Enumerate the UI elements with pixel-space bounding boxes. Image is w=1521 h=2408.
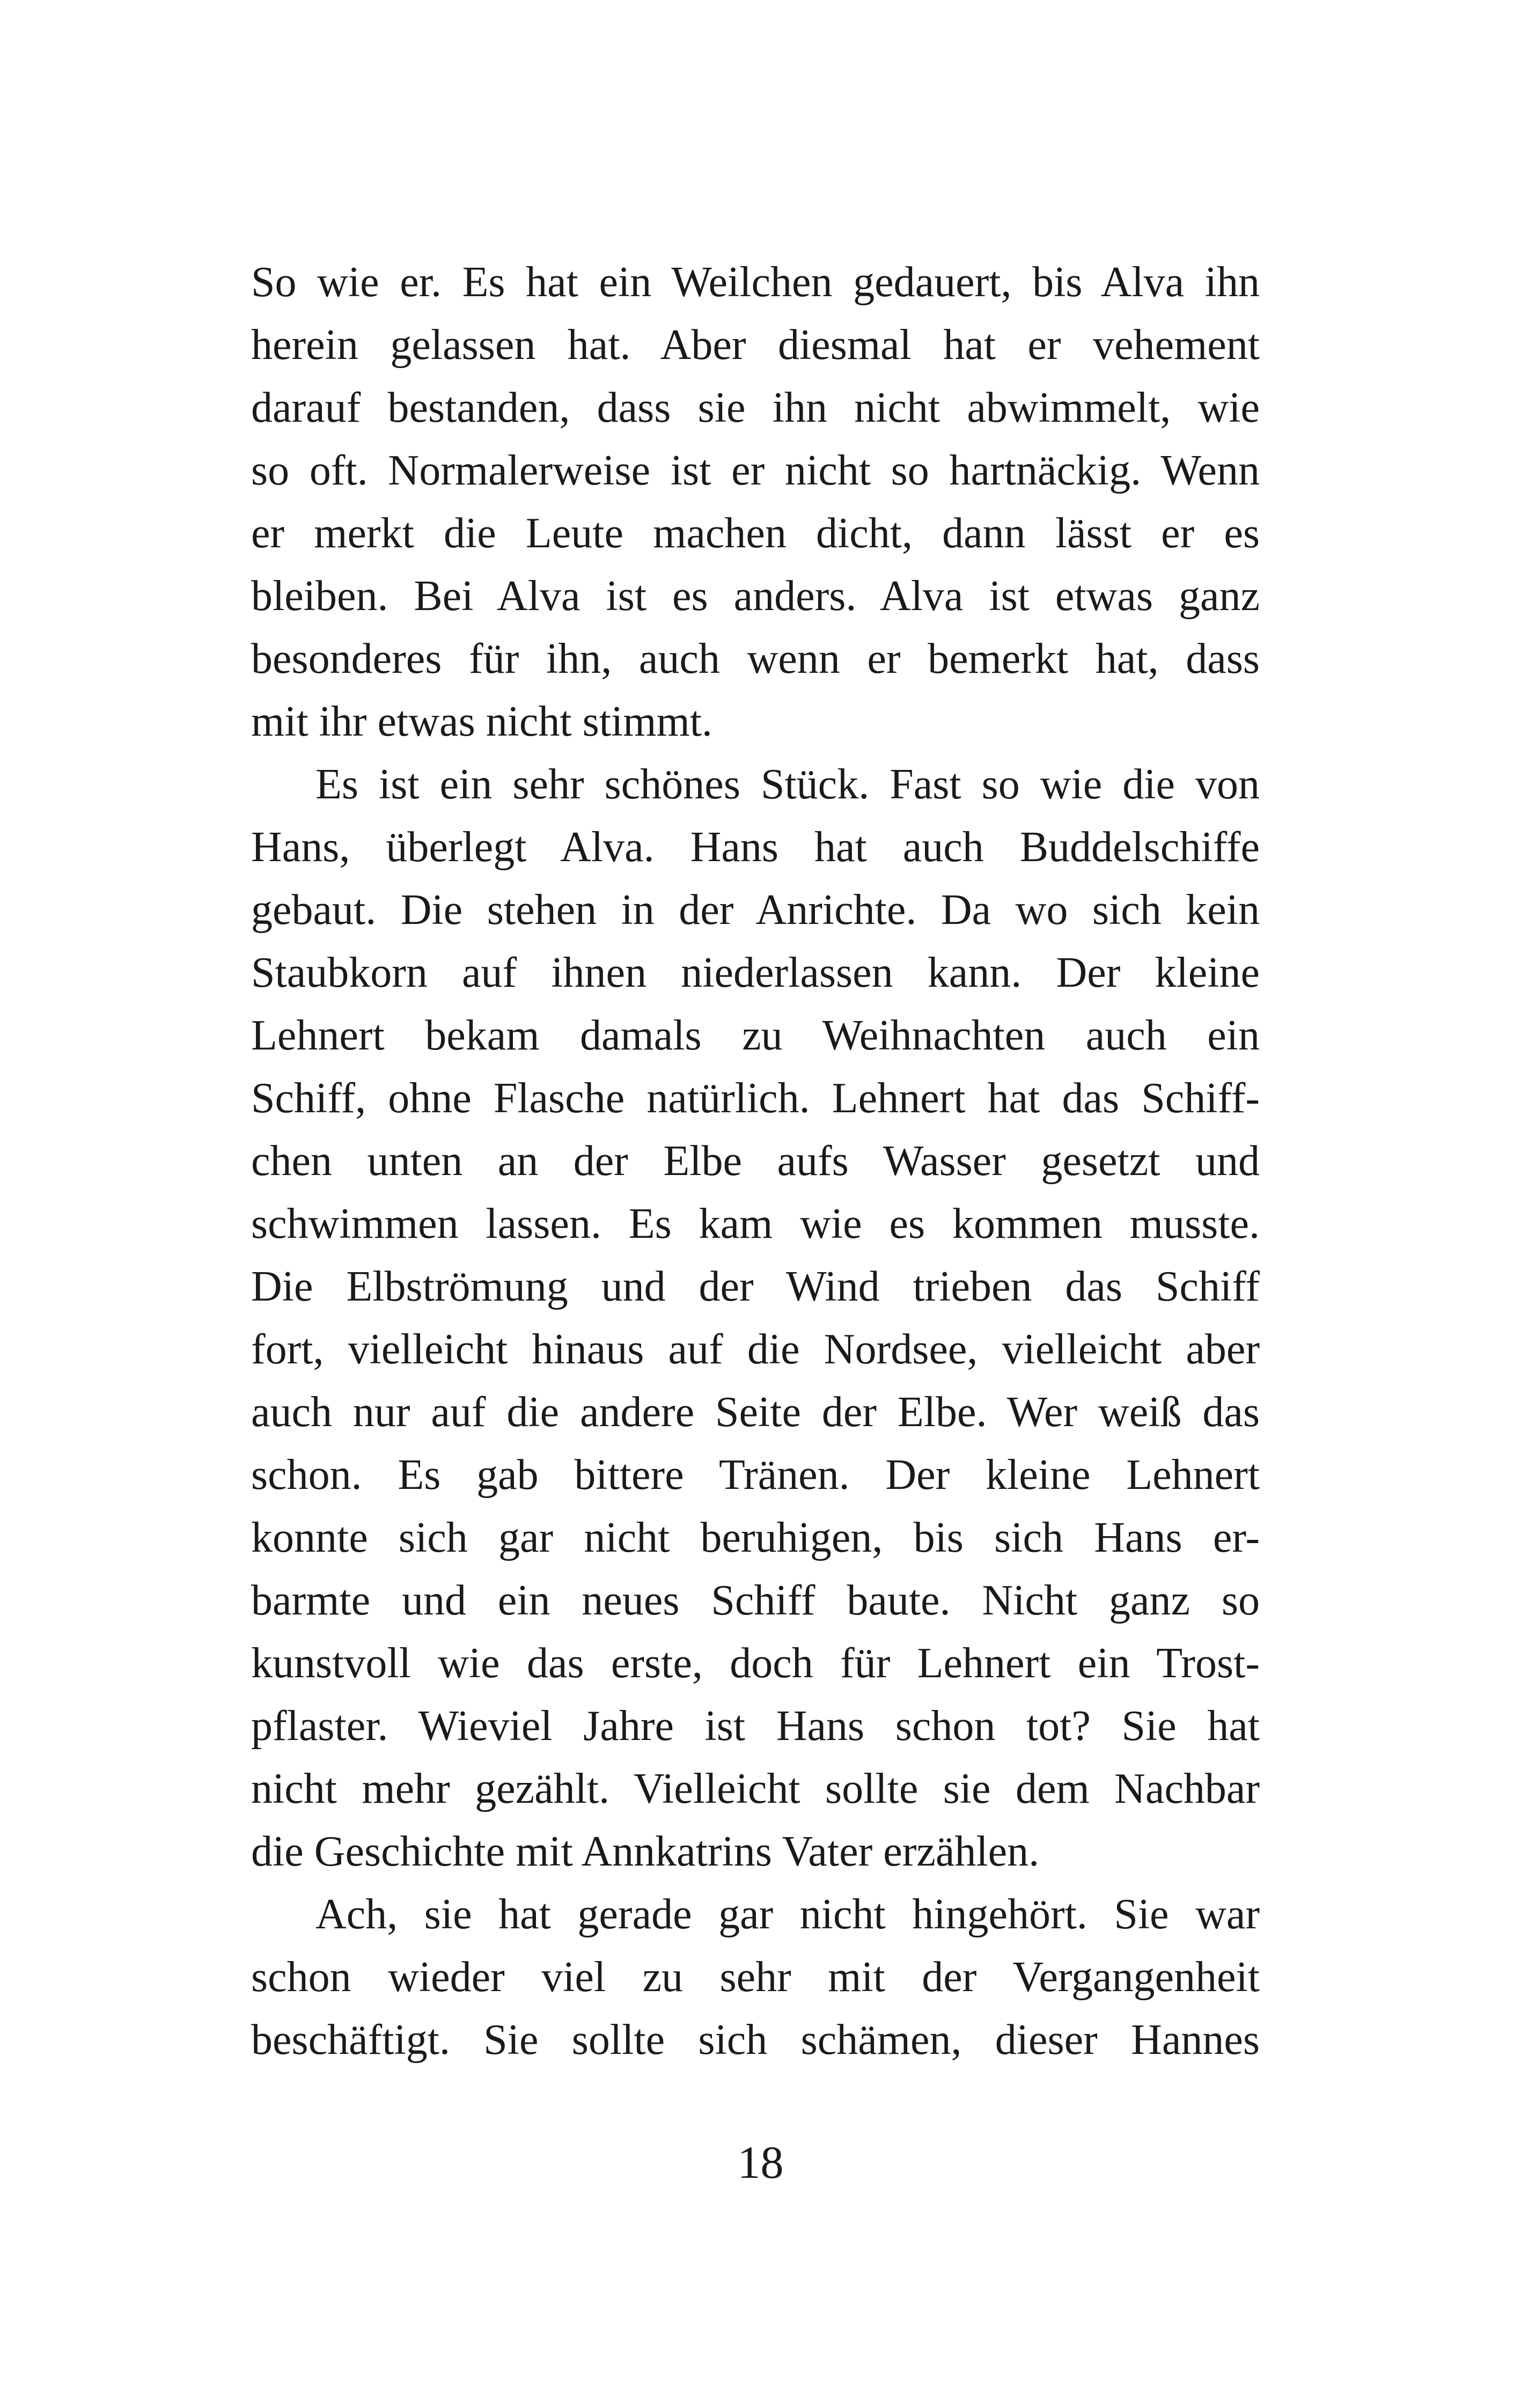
text-line: so oft. Normalerweise ist er nicht so hartnäckig. Wenn [251, 447, 1260, 494]
text-line: chen unten an der Elbe aufs Wasser gesetzt und [251, 1137, 1260, 1185]
paragraph-first-line: Ach, sie hat gerade gar nicht hingehört. Sie war [315, 1891, 1260, 1938]
text-line: Staubkorn auf ihnen niederlassen kann. Der kleine [251, 949, 1260, 996]
text-line: barmte und ein neues Schiff baute. Nicht ganz so [251, 1577, 1260, 1624]
text-line: So wie er. Es hat ein Weilchen gedauert, bis Alva ihn [251, 259, 1260, 306]
text-line: Die Elbströmung und der Wind trieben das Schiff [251, 1263, 1260, 1310]
text-line: mit ihr etwas nicht stimmt. [251, 698, 712, 745]
text-line: Lehnert bekam damals zu Weihnachten auch ein [251, 1012, 1260, 1059]
page-number: 18 [737, 2137, 784, 2188]
text-line: pflaster. Wieviel Jahre ist Hans schon tot? Sie hat [251, 1702, 1260, 1750]
text-line: kunstvoll wie das erste, doch für Lehnert ein Trost- [251, 1640, 1260, 1687]
text-line: Hans, überlegt Alva. Hans hat auch Buddelschiffe [251, 824, 1260, 871]
text-line: beschäftigt. Sie sollte sich schämen, dieser Hannes [251, 2016, 1260, 2064]
text-line: besonderes für ihn, auch wenn er bemerkt hat, dass [251, 635, 1260, 682]
text-line: bleiben. Bei Alva ist es anders. Alva ist etwas ganz [251, 572, 1260, 620]
text-line: schon. Es gab bittere Tränen. Der kleine Lehnert [251, 1451, 1260, 1499]
text-line: auch nur auf die andere Seite der Elbe. Wer weiß das [251, 1389, 1260, 1436]
text-line: gebaut. Die stehen in der Anrichte. Da wo sich kein [251, 886, 1260, 934]
text-line: herein gelassen hat. Aber diesmal hat er vehement [251, 321, 1260, 369]
text-line: konnte sich gar nicht beruhigen, bis sich Hans er- [251, 1514, 1260, 1561]
text-line: Schiff, ohne Flasche natürlich. Lehnert hat das Schiff- [251, 1075, 1260, 1122]
text-line: nicht mehr gezählt. Vielleicht sollte sie dem Nachbar [251, 1765, 1260, 1812]
text-line: die Geschichte mit Annkatrins Vater erzählen. [251, 1828, 1040, 1875]
paragraph-first-line: Es ist ein sehr schönes Stück. Fast so wie die von [315, 761, 1260, 808]
text-line: fort, vielleicht hinaus auf die Nordsee, vielleicht aber [251, 1326, 1260, 1373]
text-line: er merkt die Leute machen dicht, dann lässt er es [251, 510, 1260, 557]
text-line: schon wieder viel zu sehr mit der Vergangenheit [251, 1954, 1260, 2001]
text-line: schwimmen lassen. Es kam wie es kommen musste. [251, 1200, 1260, 1247]
text-line: darauf bestanden, dass sie ihn nicht abwimmelt, wie [251, 384, 1260, 431]
